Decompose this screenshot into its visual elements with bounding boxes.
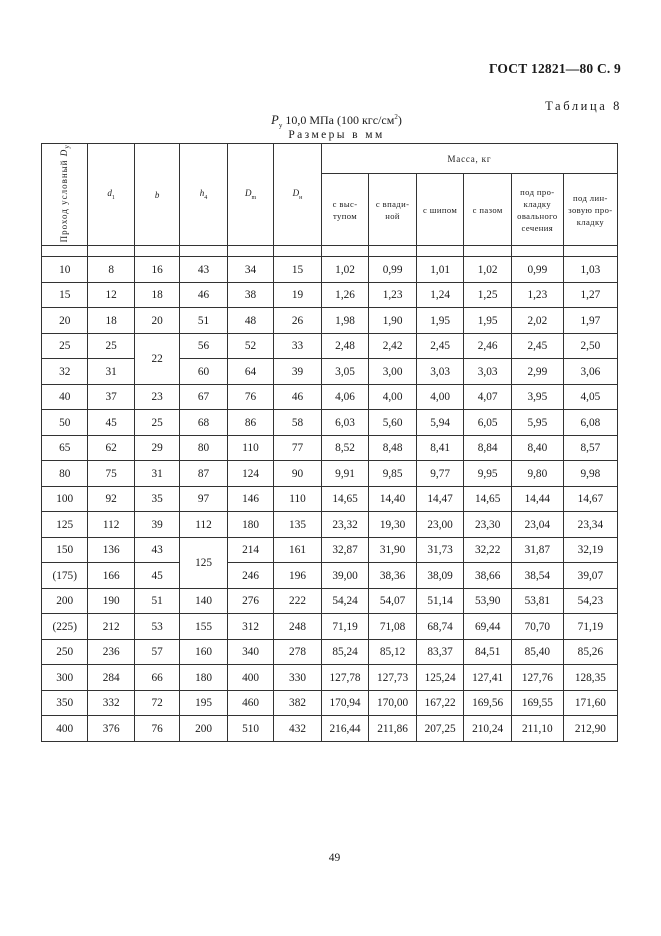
cell-dm: 460: [227, 690, 273, 716]
cell-mass: 39,00: [321, 563, 369, 589]
cell-mass: 9,91: [321, 461, 369, 487]
cell-dn: 135: [274, 512, 322, 538]
cell-d1: 18: [88, 308, 134, 334]
cell-mass: 1,23: [511, 282, 563, 308]
cell-dn: 39: [274, 359, 322, 385]
cell-b: 31: [134, 461, 179, 487]
pressure-sup: 2: [394, 113, 398, 121]
table-row: [42, 435, 618, 461]
cell-h4: 43: [180, 257, 228, 283]
cell-dn: 19: [274, 282, 322, 308]
pressure-value: 10,0 МПа (100 кгс/см: [285, 113, 395, 127]
mass-col-header: под про-кладку овального сечения: [511, 174, 563, 246]
cell-b: 23: [134, 384, 179, 410]
cell-mass: 1,01: [416, 257, 464, 283]
cell-mass: 1,03: [563, 257, 617, 283]
cell-mass: 210,24: [464, 716, 512, 742]
flange-table: [41, 143, 618, 742]
cell-mass: 23,04: [511, 512, 563, 538]
cell-dn: 90: [274, 461, 322, 487]
cell-dm: 510: [227, 716, 273, 742]
cell-mass: 171,60: [563, 690, 617, 716]
cell-dm: 48: [227, 308, 273, 334]
cell-b: 29: [134, 435, 179, 461]
cell-h4: 97: [180, 486, 228, 512]
cell-mass: 53,90: [464, 588, 512, 614]
cell-mass: 9,98: [563, 461, 617, 487]
cell-mass: 169,56: [464, 690, 512, 716]
cell-b: 18: [134, 282, 179, 308]
cell-mass: 85,26: [563, 639, 617, 665]
cell-b: 16: [134, 257, 179, 283]
cell-dm: 246: [227, 563, 273, 589]
cell-mass: 23,32: [321, 512, 369, 538]
cell-dm: 38: [227, 282, 273, 308]
cell-b: 22: [134, 333, 179, 384]
cell-mass: 1,26: [321, 282, 369, 308]
cell-dn: 46: [274, 384, 322, 410]
cell-dy: 100: [42, 486, 88, 512]
cell-mass: 83,37: [416, 639, 464, 665]
cell-mass: 23,00: [416, 512, 464, 538]
cell-dn: 161: [274, 537, 322, 563]
cell-dy: 65: [42, 435, 88, 461]
cell-dm: 34: [227, 257, 273, 283]
cell-mass: 169,55: [511, 690, 563, 716]
table-row: [42, 537, 618, 563]
cell-dn: 26: [274, 308, 322, 334]
cell-dm: 312: [227, 614, 273, 640]
cell-mass: 6,03: [321, 410, 369, 436]
cell-mass: 8,84: [464, 435, 512, 461]
cell-mass: 8,57: [563, 435, 617, 461]
cell-h4: 112: [180, 512, 228, 538]
cell-mass: 69,44: [464, 614, 512, 640]
cell-mass: 9,77: [416, 461, 464, 487]
cell-mass: 127,76: [511, 665, 563, 691]
cell-mass: 32,19: [563, 537, 617, 563]
mass-col-header: с впади-ной: [369, 174, 417, 246]
cell-mass: 31,90: [369, 537, 417, 563]
cell-dy: 200: [42, 588, 88, 614]
cell-dy: 80: [42, 461, 88, 487]
cell-mass: 38,09: [416, 563, 464, 589]
cell-mass: 0,99: [369, 257, 417, 283]
cell-dn: 77: [274, 435, 322, 461]
cell-mass: 23,34: [563, 512, 617, 538]
cell-mass: 53,81: [511, 588, 563, 614]
cell-mass: 14,40: [369, 486, 417, 512]
cell-mass: 4,00: [416, 384, 464, 410]
cell-d1: 190: [88, 588, 134, 614]
cell-mass: 170,00: [369, 690, 417, 716]
dy-label: Проход условный: [58, 159, 69, 243]
cell-h4: 160: [180, 639, 228, 665]
cell-mass: 1,25: [464, 282, 512, 308]
cell-h4: 60: [180, 359, 228, 385]
cell-b: 20: [134, 308, 179, 334]
cell-mass: 3,03: [464, 359, 512, 385]
cell-mass: 5,95: [511, 410, 563, 436]
cell-h4: 200: [180, 716, 228, 742]
cell-dm: 146: [227, 486, 273, 512]
cell-mass: 2,42: [369, 333, 417, 359]
cell-dn: 58: [274, 410, 322, 436]
table-row: [42, 690, 618, 716]
cell-h4: 56: [180, 333, 228, 359]
cell-mass: 54,24: [321, 588, 369, 614]
table-row: [42, 614, 618, 640]
cell-dn: 432: [274, 716, 322, 742]
cell-mass: 54,23: [563, 588, 617, 614]
cell-d1: 236: [88, 639, 134, 665]
table-row: [42, 639, 618, 665]
dy-sub: y: [61, 144, 71, 149]
cell-b: 43: [134, 537, 179, 563]
cell-mass: 31,73: [416, 537, 464, 563]
cell-mass: 68,74: [416, 614, 464, 640]
cell-mass: 3,03: [416, 359, 464, 385]
cell-mass: 1,95: [416, 308, 464, 334]
cell-mass: 71,08: [369, 614, 417, 640]
cell-mass: 85,40: [511, 639, 563, 665]
cell-mass: 2,46: [464, 333, 512, 359]
cell-dy: 150: [42, 537, 88, 563]
cell-mass: 4,00: [369, 384, 417, 410]
pressure-subscript: y: [278, 121, 283, 130]
cell-mass: 127,78: [321, 665, 369, 691]
cell-dy: (175): [42, 563, 88, 589]
cell-d1: 12: [88, 282, 134, 308]
mass-col-header: с пазом: [464, 174, 512, 246]
table-row: [42, 512, 618, 538]
cell-mass: 32,22: [464, 537, 512, 563]
cell-mass: 128,35: [563, 665, 617, 691]
cell-mass: 70,70: [511, 614, 563, 640]
cell-d1: 62: [88, 435, 134, 461]
cell-dy: 125: [42, 512, 88, 538]
cell-mass: 1,23: [369, 282, 417, 308]
table-row: [42, 410, 618, 436]
cell-mass: 14,67: [563, 486, 617, 512]
cell-d1: 332: [88, 690, 134, 716]
cell-dm: 64: [227, 359, 273, 385]
cell-mass: 1,97: [563, 308, 617, 334]
cell-mass: 1,02: [464, 257, 512, 283]
cell-dy: 10: [42, 257, 88, 283]
cell-mass: 4,06: [321, 384, 369, 410]
cell-mass: 6,05: [464, 410, 512, 436]
cell-h4: 180: [180, 665, 228, 691]
table-row: [42, 308, 618, 334]
cell-mass: 51,14: [416, 588, 464, 614]
cell-dn: 382: [274, 690, 322, 716]
dimensions-note: Размеры в мм: [288, 129, 385, 141]
table-row: [42, 384, 618, 410]
page-number: 49: [328, 852, 341, 864]
cell-d1: 37: [88, 384, 134, 410]
cell-dy: 20: [42, 308, 88, 334]
cell-dy: 50: [42, 410, 88, 436]
cell-dy: 25: [42, 333, 88, 359]
table-row: [42, 282, 618, 308]
cell-mass: 85,24: [321, 639, 369, 665]
cell-h4: 80: [180, 435, 228, 461]
cell-dn: 110: [274, 486, 322, 512]
cell-mass: 8,40: [511, 435, 563, 461]
table-row: [42, 359, 618, 385]
cell-mass: 3,95: [511, 384, 563, 410]
pressure-caption: [0, 113, 661, 129]
cell-h4: 140: [180, 588, 228, 614]
cell-b: 72: [134, 690, 179, 716]
mass-col-header: под лин-зовую про-кладку: [563, 174, 617, 246]
cell-mass: 23,30: [464, 512, 512, 538]
cell-mass: 84,51: [464, 639, 512, 665]
cell-d1: 136: [88, 537, 134, 563]
cell-b: 76: [134, 716, 179, 742]
cell-dn: 278: [274, 639, 322, 665]
col-b-header: b: [134, 144, 179, 246]
cell-mass: 167,22: [416, 690, 464, 716]
cell-mass: 5,94: [416, 410, 464, 436]
cell-dm: 124: [227, 461, 273, 487]
cell-dy: 300: [42, 665, 88, 691]
mass-col-header: с выс-тупом: [321, 174, 369, 246]
cell-mass: 1,90: [369, 308, 417, 334]
cell-h4: 51: [180, 308, 228, 334]
cell-b: 66: [134, 665, 179, 691]
cell-mass: 8,52: [321, 435, 369, 461]
cell-mass: 127,41: [464, 665, 512, 691]
cell-b: 57: [134, 639, 179, 665]
cell-mass: 2,02: [511, 308, 563, 334]
cell-d1: 112: [88, 512, 134, 538]
cell-dy: (225): [42, 614, 88, 640]
cell-dn: 248: [274, 614, 322, 640]
cell-b: 45: [134, 563, 179, 589]
cell-d1: 8: [88, 257, 134, 283]
cell-b: 53: [134, 614, 179, 640]
cell-dm: 180: [227, 512, 273, 538]
cell-mass: 1,98: [321, 308, 369, 334]
cell-mass: 5,60: [369, 410, 417, 436]
document-header: ГОСТ 12821—80 С. 9: [488, 61, 621, 76]
cell-mass: 127,73: [369, 665, 417, 691]
cell-mass: 212,90: [563, 716, 617, 742]
cell-dy: 400: [42, 716, 88, 742]
cell-h4: 46: [180, 282, 228, 308]
cell-mass: 14,47: [416, 486, 464, 512]
col-dy-header: [42, 144, 88, 246]
mass-col-header: с шипом: [416, 174, 464, 246]
col-h4-header: $h_4$: [180, 144, 228, 246]
cell-b: 51: [134, 588, 179, 614]
cell-mass: 38,66: [464, 563, 512, 589]
table-row: [42, 486, 618, 512]
cell-d1: 212: [88, 614, 134, 640]
cell-mass: 3,06: [563, 359, 617, 385]
cell-mass: 1,02: [321, 257, 369, 283]
cell-mass: 6,08: [563, 410, 617, 436]
cell-d1: 45: [88, 410, 134, 436]
table-row: [42, 257, 618, 283]
cell-dn: 196: [274, 563, 322, 589]
cell-h4: 195: [180, 690, 228, 716]
cell-mass: 14,44: [511, 486, 563, 512]
cell-dn: 222: [274, 588, 322, 614]
dy-symbol: D: [58, 148, 69, 157]
cell-d1: 284: [88, 665, 134, 691]
cell-mass: 211,10: [511, 716, 563, 742]
cell-dm: 276: [227, 588, 273, 614]
cell-mass: 54,07: [369, 588, 417, 614]
cell-mass: 3,05: [321, 359, 369, 385]
col-dm-header: $D_m$: [227, 144, 273, 246]
cell-dm: 76: [227, 384, 273, 410]
col-dn-header: $D_н$: [274, 144, 322, 246]
cell-mass: 3,00: [369, 359, 417, 385]
cell-dn: 330: [274, 665, 322, 691]
cell-mass: 31,87: [511, 537, 563, 563]
cell-b: 35: [134, 486, 179, 512]
cell-d1: 376: [88, 716, 134, 742]
cell-mass: 85,12: [369, 639, 417, 665]
table-row: [42, 665, 618, 691]
cell-mass: 4,07: [464, 384, 512, 410]
cell-d1: 166: [88, 563, 134, 589]
cell-mass: 125,24: [416, 665, 464, 691]
table-title: Таблица 8: [545, 99, 622, 113]
cell-mass: 38,36: [369, 563, 417, 589]
cell-d1: 31: [88, 359, 134, 385]
cell-mass: 2,45: [511, 333, 563, 359]
cell-mass: 9,85: [369, 461, 417, 487]
cell-mass: 207,25: [416, 716, 464, 742]
cell-mass: 71,19: [321, 614, 369, 640]
cell-mass: 4,05: [563, 384, 617, 410]
table-row: [42, 333, 618, 359]
cell-dy: 32: [42, 359, 88, 385]
cell-dn: 33: [274, 333, 322, 359]
cell-mass: 9,80: [511, 461, 563, 487]
table-row: [42, 563, 618, 589]
cell-d1: 75: [88, 461, 134, 487]
cell-h4: 125: [180, 537, 228, 588]
cell-mass: 1,24: [416, 282, 464, 308]
cell-dn: 15: [274, 257, 322, 283]
cell-mass: 216,44: [321, 716, 369, 742]
table-row: [42, 716, 618, 742]
cell-dm: 214: [227, 537, 273, 563]
cell-dm: 52: [227, 333, 273, 359]
cell-h4: 68: [180, 410, 228, 436]
cell-mass: 0,99: [511, 257, 563, 283]
cell-mass: 170,94: [321, 690, 369, 716]
pressure-close: ): [397, 113, 402, 127]
cell-mass: 19,30: [369, 512, 417, 538]
cell-dy: 250: [42, 639, 88, 665]
cell-mass: 1,27: [563, 282, 617, 308]
cell-d1: 92: [88, 486, 134, 512]
cell-mass: 2,99: [511, 359, 563, 385]
cell-mass: 211,86: [369, 716, 417, 742]
cell-mass: 38,54: [511, 563, 563, 589]
cell-dm: 86: [227, 410, 273, 436]
table-row: [42, 461, 618, 487]
cell-dm: 110: [227, 435, 273, 461]
cell-mass: 8,48: [369, 435, 417, 461]
cell-mass: 32,87: [321, 537, 369, 563]
cell-h4: 155: [180, 614, 228, 640]
cell-h4: 87: [180, 461, 228, 487]
cell-dm: 400: [227, 665, 273, 691]
cell-mass: 14,65: [321, 486, 369, 512]
pressure-symbol: P: [271, 113, 279, 127]
cell-dy: 15: [42, 282, 88, 308]
cell-mass: 2,48: [321, 333, 369, 359]
cell-d1: 25: [88, 333, 134, 359]
cell-mass: 2,45: [416, 333, 464, 359]
cell-mass: 1,95: [464, 308, 512, 334]
cell-b: 39: [134, 512, 179, 538]
cell-h4: 67: [180, 384, 228, 410]
mass-group-header: Масса, кг: [321, 144, 617, 174]
cell-dm: 340: [227, 639, 273, 665]
table-row: [42, 588, 618, 614]
cell-mass: 9,95: [464, 461, 512, 487]
cell-mass: 2,50: [563, 333, 617, 359]
cell-mass: 71,19: [563, 614, 617, 640]
cell-dy: 40: [42, 384, 88, 410]
cell-mass: 8,41: [416, 435, 464, 461]
cell-b: 25: [134, 410, 179, 436]
cell-mass: 39,07: [563, 563, 617, 589]
cell-dy: 350: [42, 690, 88, 716]
cell-mass: 14,65: [464, 486, 512, 512]
col-d1-header: $d_1$: [88, 144, 134, 246]
